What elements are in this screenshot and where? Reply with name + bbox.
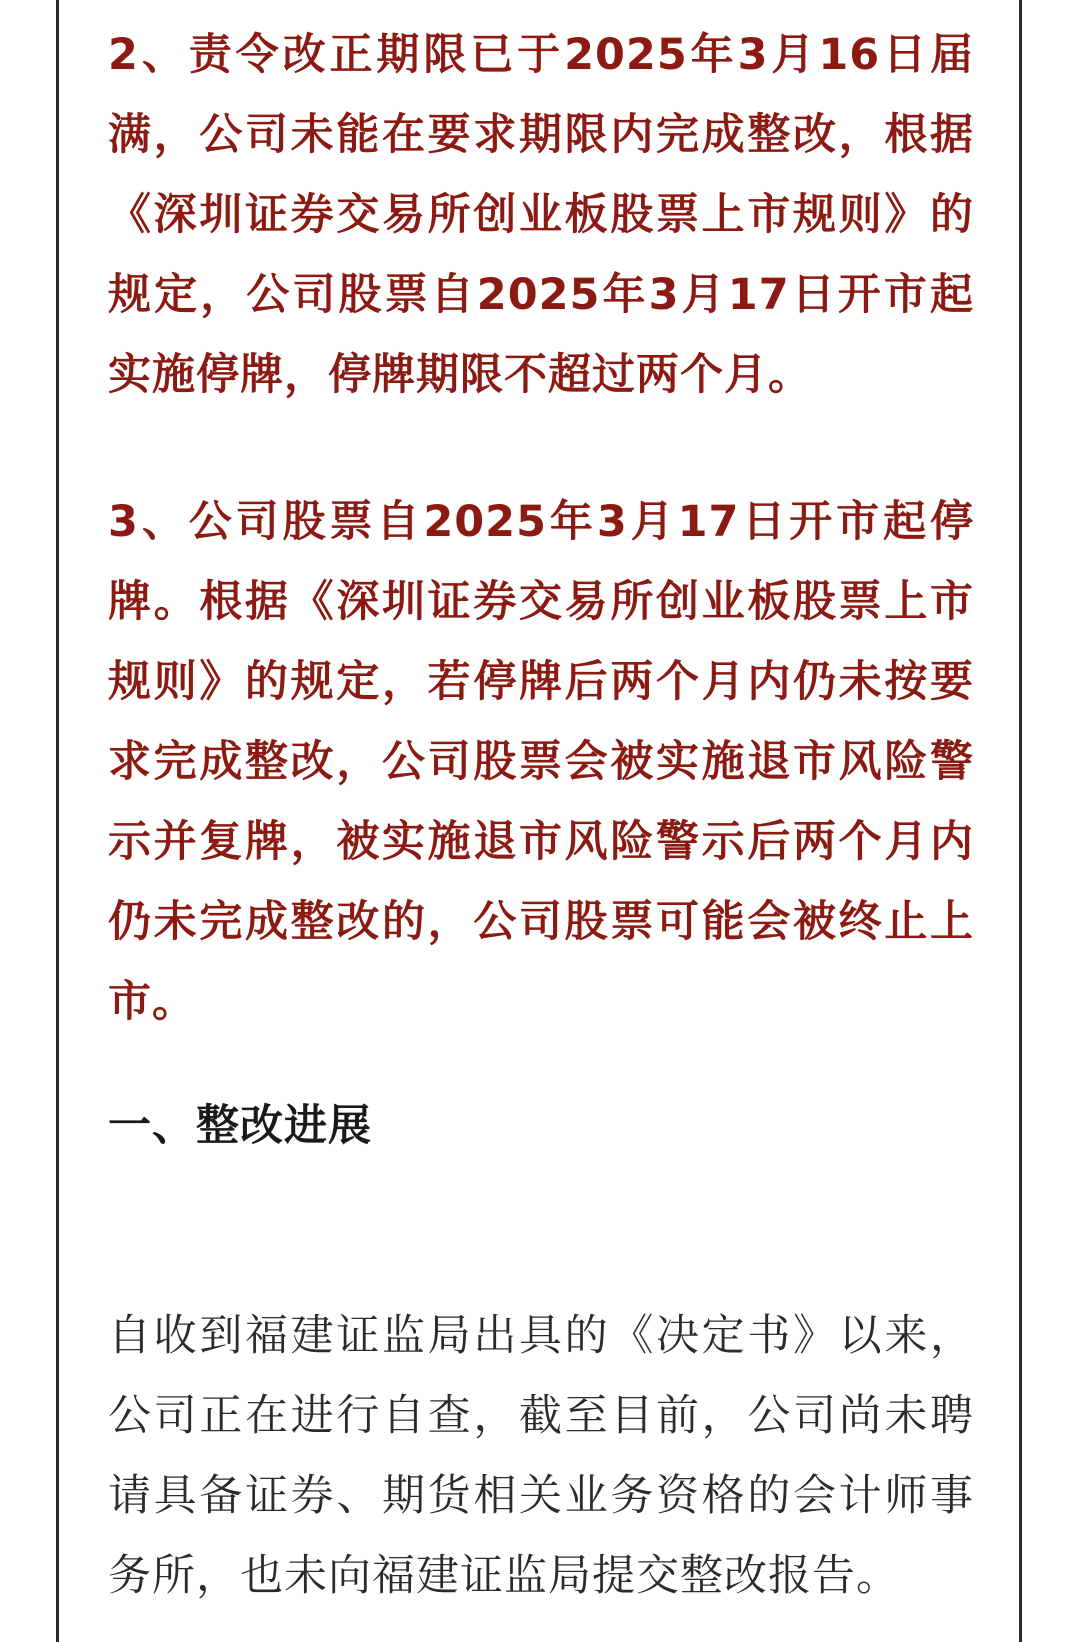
- paragraph-item-2: 2、责令改正期限已于2025年3月16日届满，公司未能在要求期限内完成整改，根据《深圳证券交易所创业板股票上市规则》的规定，公司股票自2025年3月17日开市起实施停牌，停牌期限不超过两个月。: [108, 30, 974, 400]
- paragraph-progress: 自收到福建证监局出具的《决定书》以来，公司正在进行自查，截至目前，公司尚未聘请具备证券、期货相关业务资格的会计师事务所，也未向福建证监局提交整改报告。: [108, 1311, 974, 1601]
- section-heading: 一、整改进展: [108, 1101, 372, 1151]
- paragraph-item-3: 3、公司股票自2025年3月17日开市起停牌。根据《深圳证券交易所创业板股票上市规则》的规定，若停牌后两个月内仍未按要求完成整改，公司股票会被实施退市风险警示并复牌，被实施退市风险警示后两个月内仍未完成整改的，公司股票可能会被终止上市。: [108, 497, 974, 1027]
